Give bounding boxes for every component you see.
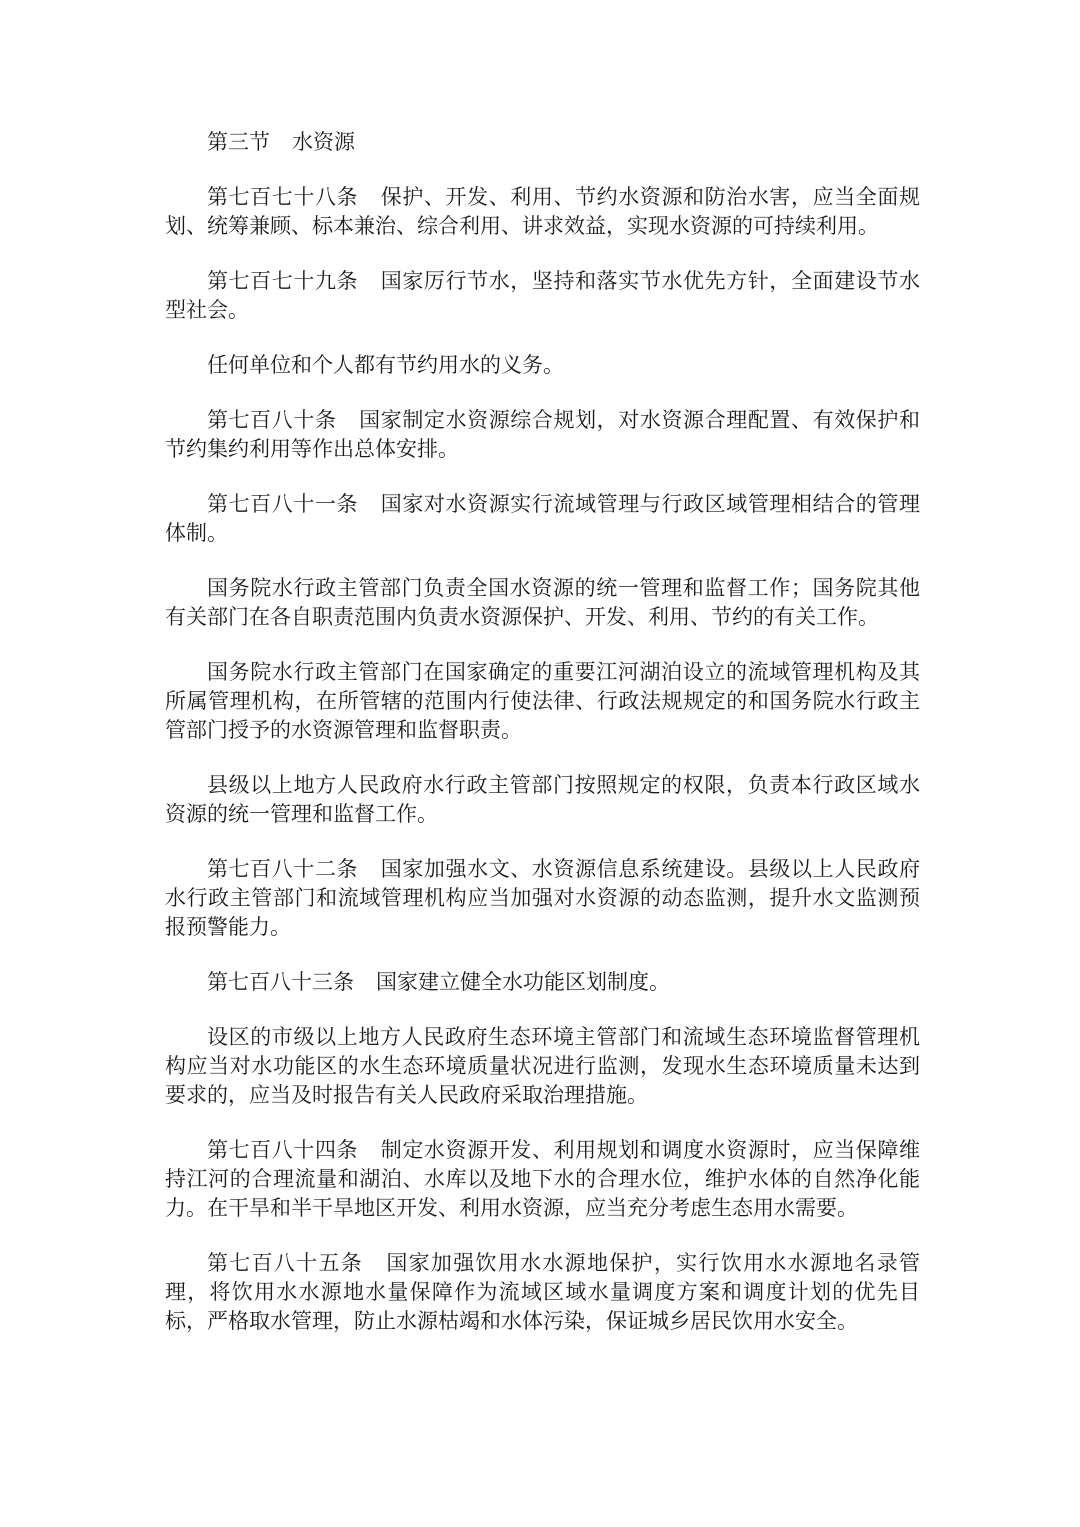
- paragraph-text: 国务院水行政主管部门负责全国水资源的统一管理和监督工作；国务院其他有关部门在各自职责范围内负责水资源保护、开发、利用、节约的有关工作。: [165, 576, 920, 629]
- paragraph-text: 任何单位和个人都有节约用水的义务。: [207, 353, 564, 377]
- paragraph-text: 国家加强饮用水水源地保护，实行饮用水水源地名录管理，将饮用水水源地水量保障作为流域区域水量调度方案和调度计划的优先目标，严格取水管理，防止水源枯竭和水体污染，保证城乡居民饮用水安全。: [165, 1251, 921, 1333]
- paragraph: [165, 855, 920, 942]
- article-number: 第七百八十条: [207, 408, 337, 432]
- article-number: 第七百八十二条: [207, 857, 359, 881]
- paragraph: [165, 351, 920, 380]
- paragraph: [165, 771, 920, 829]
- paragraph-text: 国务院水行政主管部门在国家确定的重要江河湖泊设立的流域管理机构及其所属管理机构，在所管辖的范围内行使法律、行政法规规定的和国务院水行政主管部门授予的水资源管理和监督职责。: [165, 660, 920, 742]
- paragraph: [165, 1136, 920, 1223]
- paragraph-text: 国家建立健全水功能区划制度。: [376, 970, 670, 994]
- paragraph: [165, 406, 920, 464]
- paragraph-text: 国家厉行节水，坚持和落实节水优先方针，全面建设节水型社会。: [165, 269, 920, 322]
- paragraph: [165, 183, 920, 241]
- article-number: 第七百八十四条: [207, 1138, 359, 1162]
- section-number: 第三节: [207, 130, 270, 154]
- article-number: 第七百七十八条: [207, 185, 359, 209]
- article-number: 第七百七十九条: [207, 269, 359, 293]
- paragraph-text: 县级以上地方人民政府水行政主管部门按照规定的权限，负责本行政区域水资源的统一管理和监督工作。: [165, 773, 920, 826]
- paragraph: [165, 574, 920, 632]
- section-heading: [165, 128, 920, 157]
- section-title: 水资源: [292, 130, 355, 154]
- paragraph: [165, 658, 920, 745]
- article-number: 第七百八十一条: [207, 492, 359, 516]
- article-number: 第七百八十三条: [207, 970, 354, 994]
- paragraph-text: 设区的市级以上地方人民政府生态环境主管部门和流域生态环境监督管理机构应当对水功能区的水生态环境质量状况进行监测，发现水生态环境质量未达到要求的，应当及时报告有关人民政府采取治理措施。: [165, 1025, 920, 1107]
- document-body: [165, 128, 920, 1362]
- paragraph-text: 保护、开发、利用、节约水资源和防治水害，应当全面规划、统筹兼顾、标本兼治、综合利用、讲求效益，实现水资源的可持续利用。: [165, 185, 920, 238]
- paragraph: [165, 490, 920, 548]
- article-number: 第七百八十五条: [207, 1251, 364, 1275]
- paragraph: [165, 1249, 920, 1336]
- paragraph: [165, 1023, 920, 1110]
- paragraph: [165, 968, 920, 997]
- paragraph-text: 制定水资源开发、利用规划和调度水资源时，应当保障维持江河的合理流量和湖泊、水库以及地下水的合理水位，维护水体的自然净化能力。在干旱和半干旱地区开发、利用水资源，应当充分考虑生态用水需要。: [165, 1138, 920, 1220]
- paragraph-text: 国家制定水资源综合规划，对水资源合理配置、有效保护和节约集约利用等作出总体安排。: [165, 408, 920, 461]
- paragraph-text: 国家加强水文、水资源信息系统建设。县级以上人民政府水行政主管部门和流域管理机构应当加强对水资源的动态监测，提升水文监测预报预警能力。: [165, 857, 920, 939]
- paragraph: [165, 267, 920, 325]
- paragraph-text: 国家对水资源实行流域管理与行政区域管理相结合的管理体制。: [165, 492, 920, 545]
